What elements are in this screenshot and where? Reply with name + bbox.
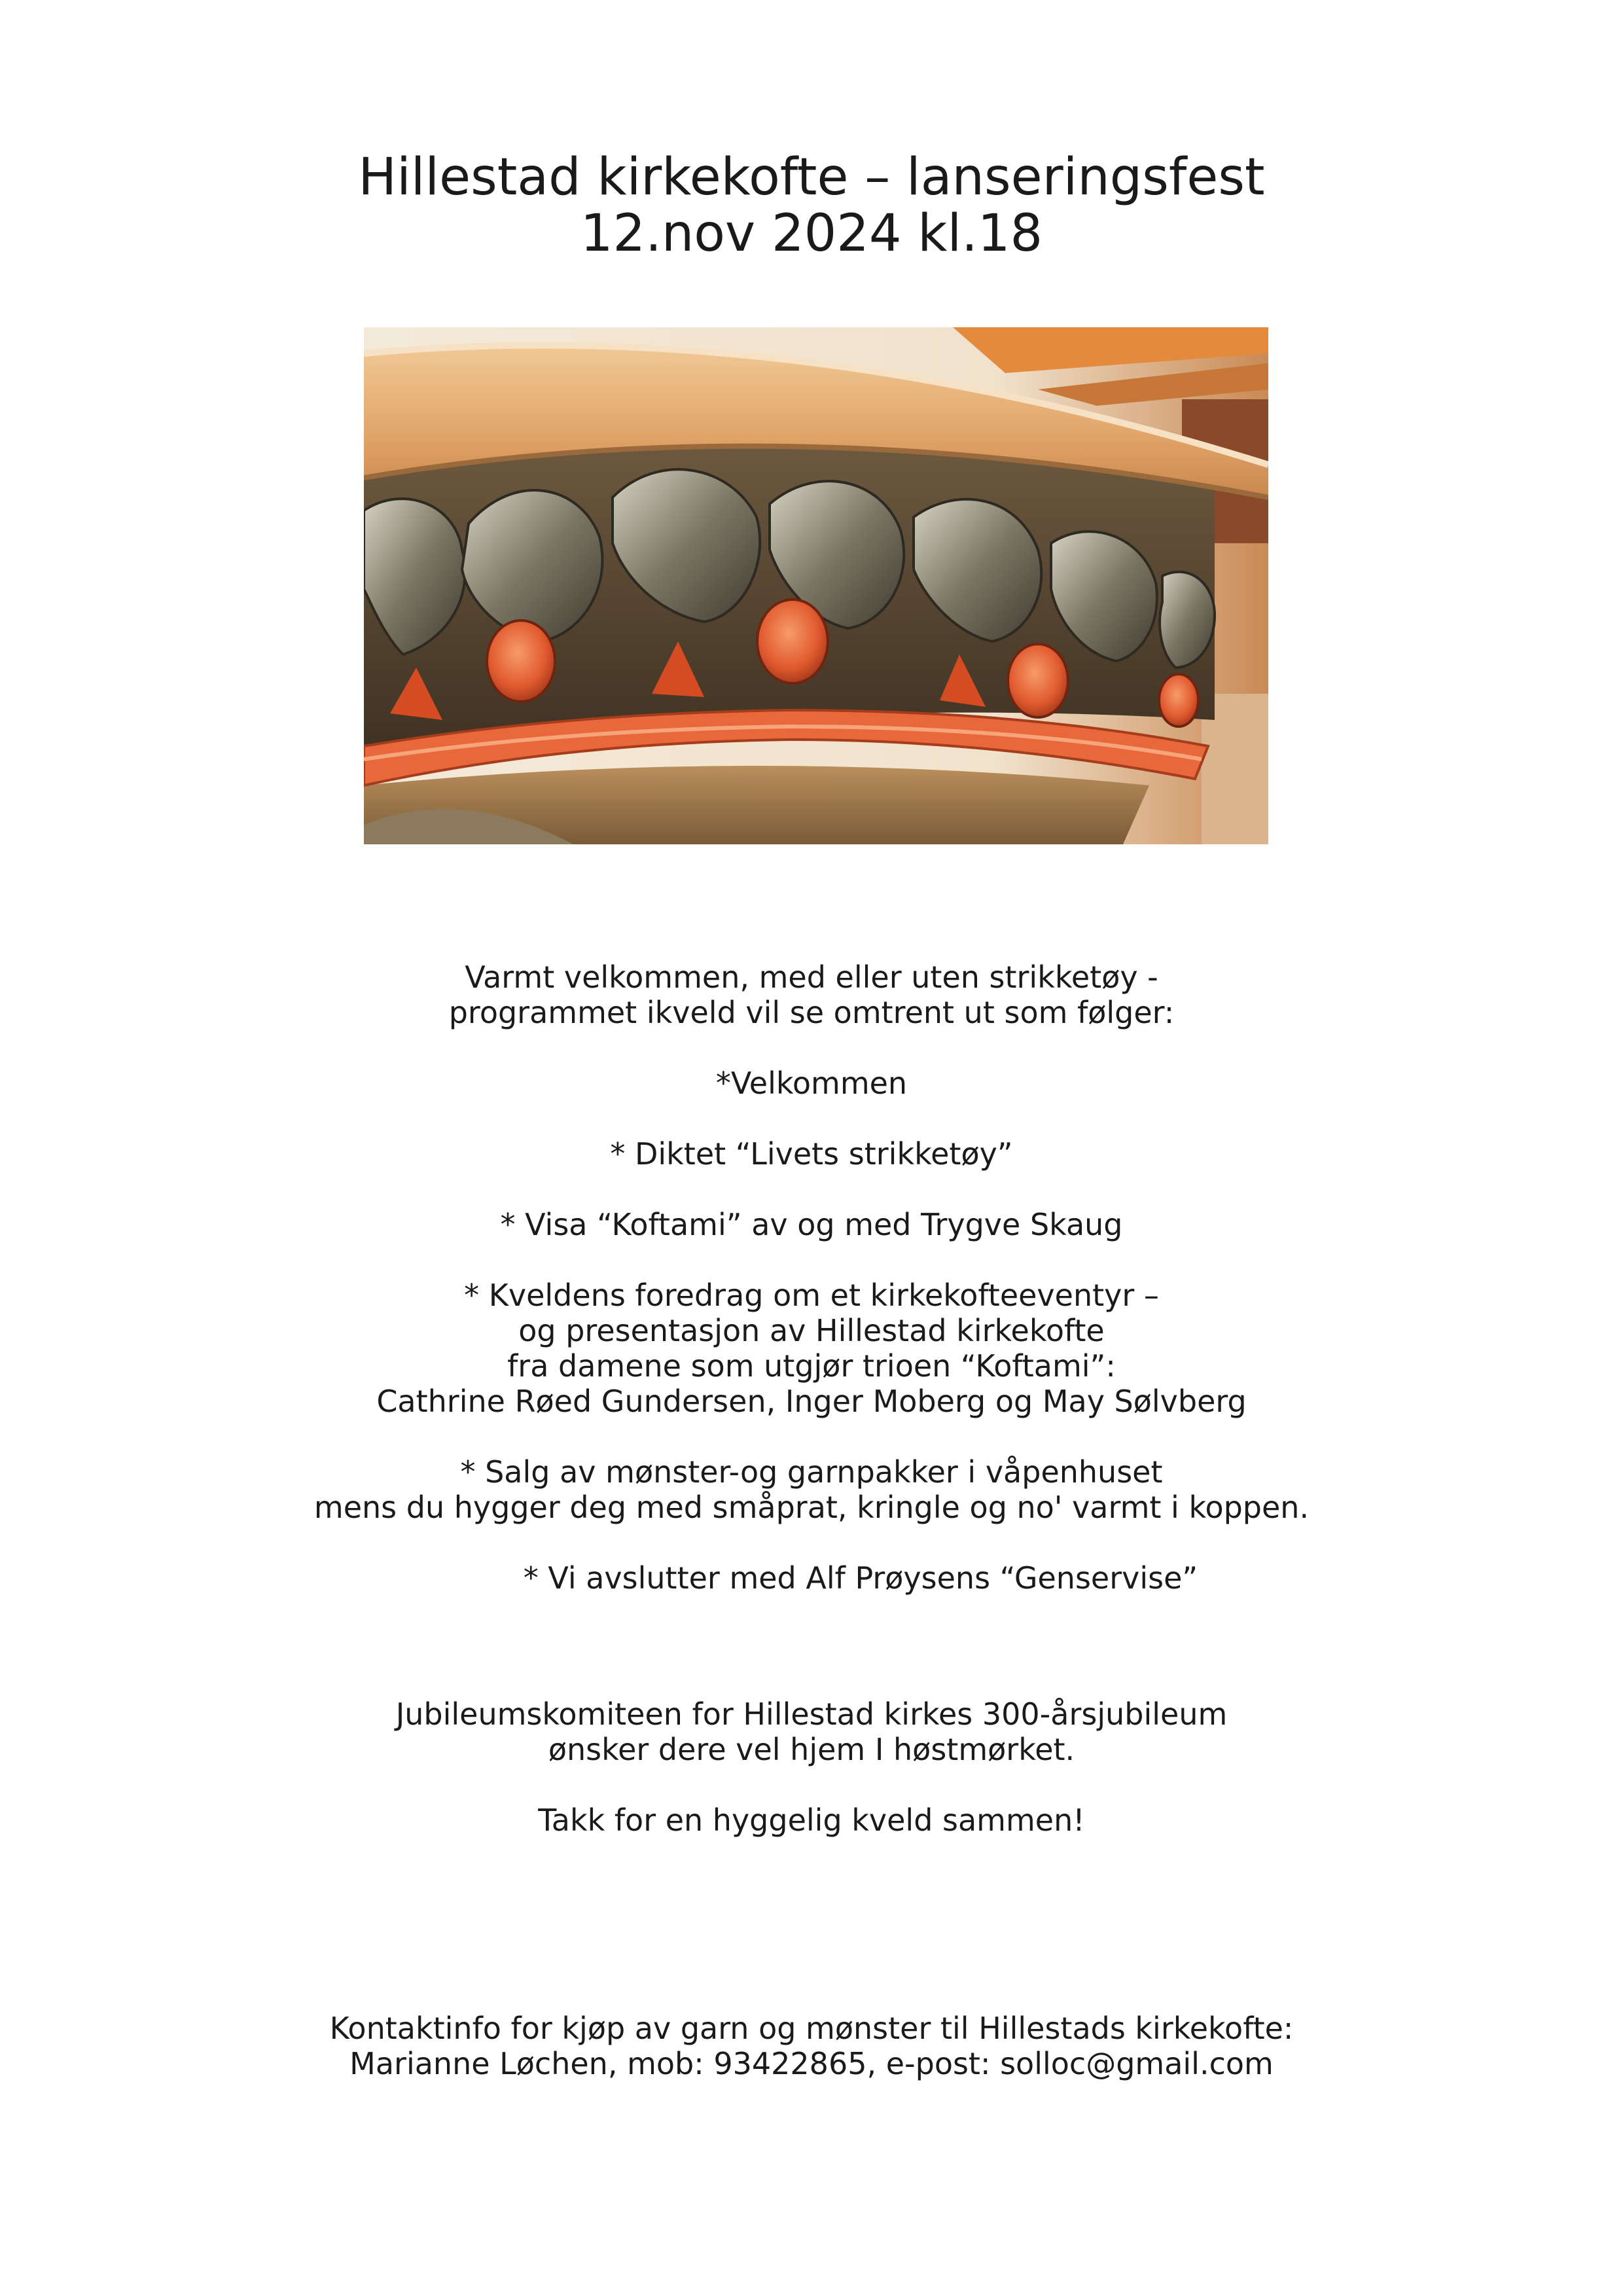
program-item-talk-line-3: fra damene som utgjør trioen “Koftami”: <box>507 1348 1116 1384</box>
program-item-talk-line-1: * Kveldens foredrag om et kirkekofteeventyr – <box>464 1278 1159 1313</box>
pulpit-carving-image <box>364 327 1268 844</box>
program-section <box>0 960 1623 1596</box>
closing-thanks: Takk for en hyggelig kveld sammen! <box>538 1803 1085 1838</box>
contact-line-2: Marianne Løchen, mob: 93422865, e-post: solloc@gmail.com <box>349 2046 1274 2081</box>
program-item-song: * Visa “Koftami” av og med Trygve Skaug <box>500 1207 1123 1242</box>
closing-line-1: Jubileumskomiteen for Hillestad kirkes 300-årsjubileum <box>395 1696 1228 1732</box>
program-item-talk-line-2: og presentasjon av Hillestad kirkekofte <box>518 1313 1105 1348</box>
contact-section <box>0 2011 1623 2081</box>
contact-line-1: Kontaktinfo for kjøp av garn og mønster til Hillestads kirkekofte: <box>329 2011 1294 2046</box>
program-item-sale-line-2: mens du hygger deg med småprat, kringle og no' varmt i koppen. <box>313 1490 1310 1525</box>
closing-section <box>0 1696 1623 1838</box>
program-item-poem: * Diktet “Livets strikketøy” <box>610 1136 1013 1172</box>
program-item-sale-line-1: * Salg av mønster-og garnpakker i våpenhuset <box>460 1454 1163 1490</box>
page-title <box>0 149 1623 262</box>
intro-line-1: Varmt velkommen, med eller uten strikketøy - <box>465 960 1158 995</box>
program-item-talk-line-4: Cathrine Røed Gundersen, Inger Moberg og May Sølvberg <box>376 1384 1247 1419</box>
closing-line-2: ønsker dere vel hjem I høstmørket. <box>548 1732 1075 1767</box>
pulpit-photo <box>364 327 1268 844</box>
intro-line-2: programmet ikveld vil se omtrent ut som følger: <box>448 995 1175 1030</box>
program-item-closing-song: * Vi avslutter med Alf Prøysens “Genservise” <box>523 1560 1198 1596</box>
program-item-welcome: *Velkommen <box>715 1066 908 1101</box>
title-line-2: 12.nov 2024 kl.18 <box>580 204 1043 263</box>
title-line-1: Hillestad kirkekofte – lanseringsfest <box>358 148 1265 207</box>
